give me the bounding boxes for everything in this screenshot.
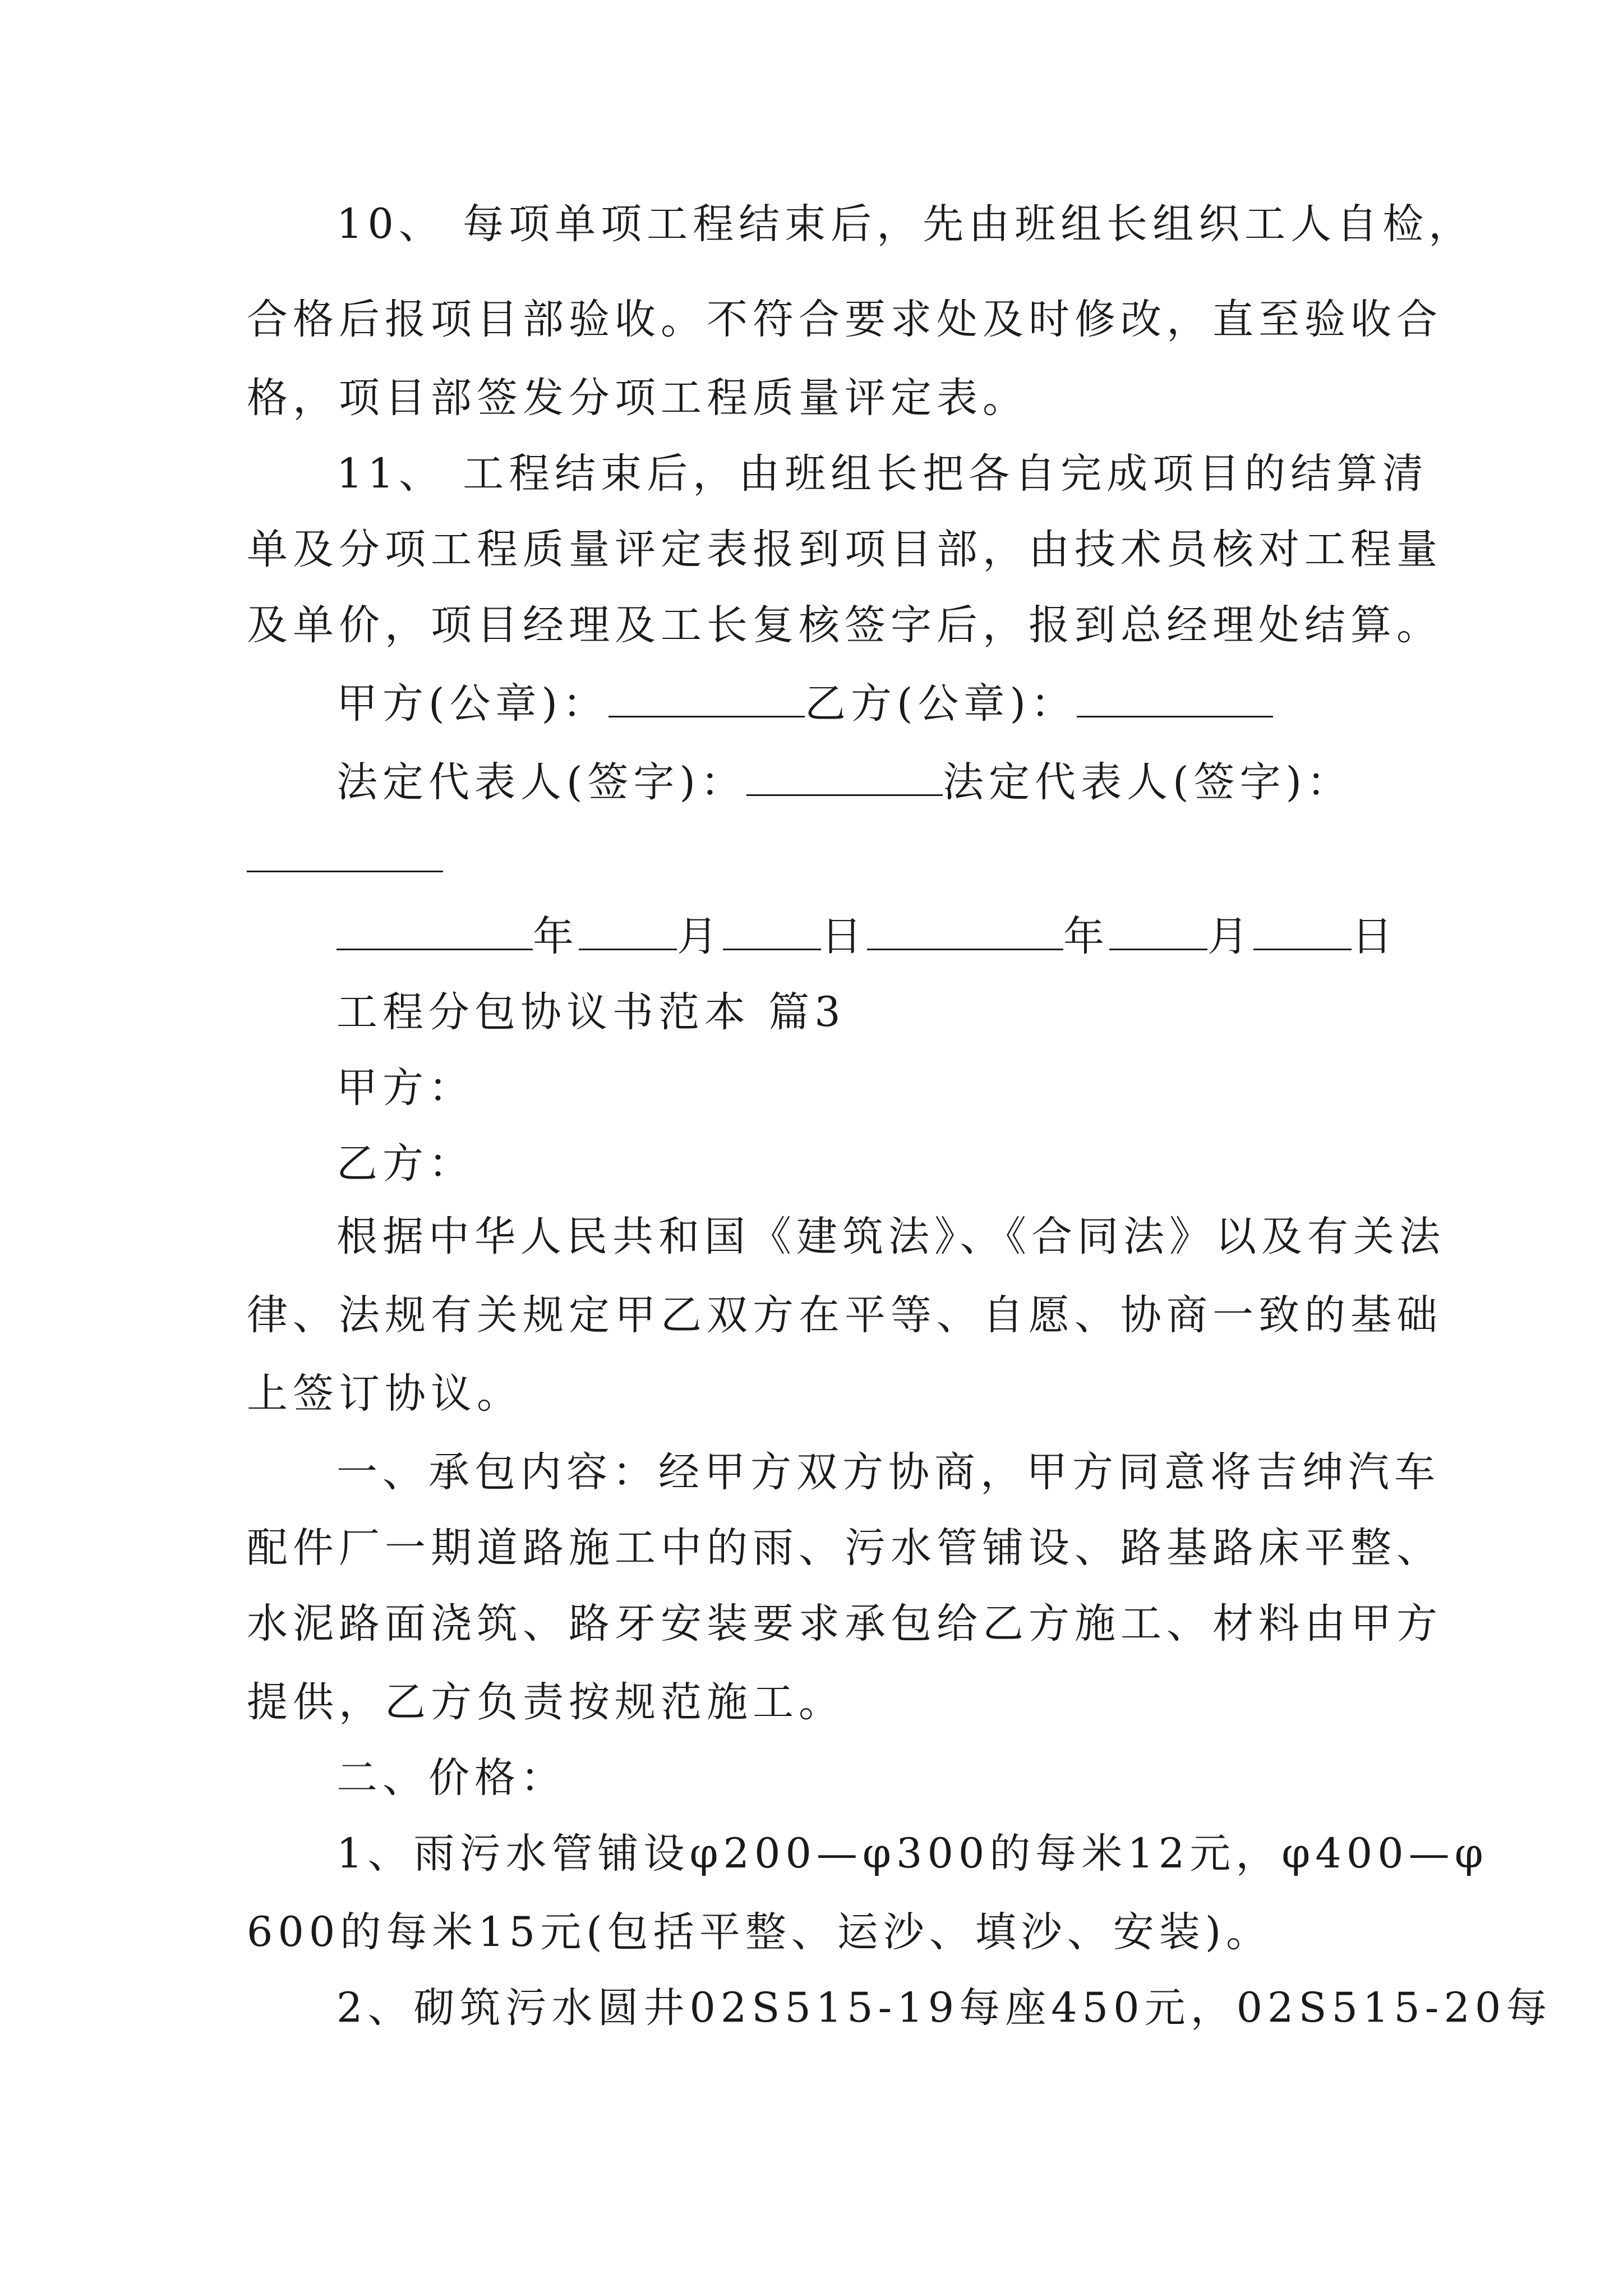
party-b-representative-label: 法定代表人(签字)： [942, 758, 1353, 806]
party-b-month-blank [1109, 914, 1207, 950]
day-label-a: 日 [821, 913, 867, 960]
party-a-month-blank [579, 914, 677, 950]
party-a-representative-label: 法定代表人(签字)： [336, 758, 746, 806]
price-item-1-line-1: 1、雨污水管铺设φ200—φ300的每米12元，φ400—φ [336, 1830, 1488, 1878]
year-label-a: 年 [533, 913, 579, 960]
section-title: 工程分包协议书范本 篇3 [336, 988, 846, 1036]
signature-representative-line [336, 754, 1353, 811]
signature-seal-line [336, 676, 1273, 732]
date-line [336, 909, 1398, 965]
party-b-seal-blank [1077, 681, 1273, 717]
clause-10-line-3: 格，项目部签发分项工程质量评定表。 [247, 374, 1029, 422]
clause-11-line-2: 单及分项工程质量评定表报到项目部，由技术员核对工程量 [247, 526, 1442, 573]
clause-10-line-1: 10、 每项单项工程结束后，先由班组长组织工人自检， [336, 200, 1475, 248]
month-label-b: 月 [1207, 913, 1253, 960]
year-label-b: 年 [1063, 913, 1109, 960]
intro-line-3: 上签订协议。 [247, 1370, 523, 1418]
clause-11-line-1: 11、 工程结束后，由班组长把各自完成项目的结算清 [336, 450, 1429, 498]
scope-line-4: 提供，乙方负责按规范施工。 [247, 1678, 845, 1726]
intro-line-2: 律、法规有关规定甲乙双方在平等、自愿、协商一致的基础 [247, 1291, 1442, 1339]
month-label-a: 月 [677, 913, 723, 960]
price-item-2-line-1: 2、砌筑污水圆井02S515-19每座450元，02S515-20每 [336, 1984, 1552, 2032]
scope-line-1: 一、承包内容：经甲方双方协商，甲方同意将吉绅汽车 [336, 1448, 1440, 1496]
clause-11-line-3: 及单价，项目经理及工长复核签字后，报到总经理处结算。 [247, 601, 1442, 649]
clause-10-line-2: 合格后报项目部验收。不符合要求处及时修改，直至验收合 [247, 296, 1442, 343]
party-a-year-blank [336, 914, 533, 950]
party-b-line: 乙方： [336, 1140, 474, 1188]
price-heading: 二、价格： [336, 1754, 566, 1802]
party-a-representative-blank [746, 760, 943, 796]
scope-line-2: 配件厂一期道路施工中的雨、污水管铺设、路基路床平整、 [247, 1524, 1442, 1572]
scope-line-3: 水泥路面浇筑、路牙安装要求承包给乙方施工、材料由甲方 [247, 1600, 1442, 1648]
party-b-year-blank [867, 914, 1063, 950]
party-b-representative-blank [247, 871, 443, 872]
intro-line-1: 根据中华人民共和国《建筑法》、《合同法》以及有关法 [336, 1213, 1445, 1260]
party-a-seal-blank [608, 681, 805, 717]
price-item-1-line-2: 600的每米15元(包括平整、运沙、填沙、安装)。 [247, 1908, 1272, 1956]
party-a-seal-label: 甲方(公章)： [336, 680, 608, 728]
party-b-day-blank [1253, 914, 1352, 950]
party-a-day-blank [723, 914, 821, 950]
day-label-b: 日 [1352, 913, 1398, 960]
party-a-line: 甲方： [336, 1064, 474, 1112]
party-b-seal-label: 乙方(公章)： [804, 680, 1077, 728]
